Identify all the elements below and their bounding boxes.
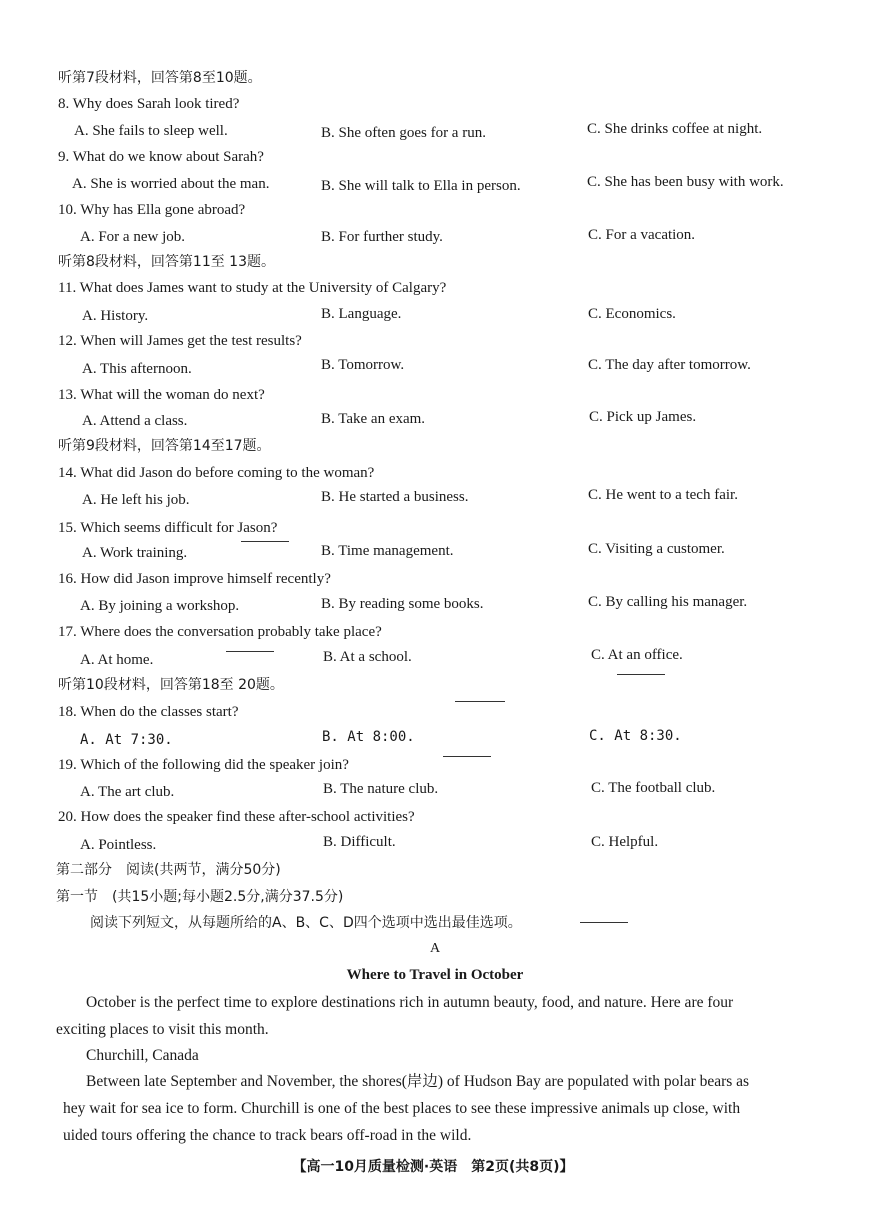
question-20-option-b: B. Difficult. — [323, 834, 396, 850]
section-heading-7: 听第7段材料，回答第8至10题。 — [58, 70, 262, 86]
question-8-option-c: C. She drinks coffee at night. — [587, 121, 763, 137]
question-9-option-a: A. She is worried about the man. — [72, 176, 270, 192]
answer-blank-line — [241, 541, 289, 542]
passage-paragraph-2-line-3: uided tours offering the chance to track bears off-road in the wild. — [63, 1127, 472, 1144]
question-13-stem: 13. What will the woman do next? — [58, 387, 265, 403]
question-13-option-b: B. Take an exam. — [321, 411, 426, 427]
section-heading-10: 听第10段材料，回答第18至 20题。 — [58, 677, 284, 693]
question-14-option-c: C. He went to a tech fair. — [588, 487, 738, 503]
question-16-option-c: C. By calling his manager. — [588, 594, 748, 610]
question-19-option-c: C. The football club. — [591, 780, 716, 796]
question-10-option-a: A. For a new job. — [80, 229, 185, 245]
question-17-option-c: C. At an office. — [591, 647, 683, 663]
answer-blank-line — [226, 651, 274, 652]
question-12-stem: 12. When will James get the test results? — [58, 333, 302, 349]
question-15-stem: 15. Which seems difficult for Jason? — [58, 520, 278, 536]
question-11-option-a: A. History. — [82, 308, 149, 324]
section-heading-9: 听第9段材料，回答第14至17题。 — [58, 438, 271, 454]
question-8-stem: 8. Why does Sarah look tired? — [58, 96, 240, 112]
question-16-option-b: B. By reading some books. — [321, 596, 484, 612]
passage-title: Where to Travel in October — [346, 967, 524, 983]
answer-blank-line — [455, 701, 505, 702]
passage-paragraph-2-line-2: hey wait for sea ice to form. Churchill is one of the best places to see these impressive animals up close, with — [63, 1100, 741, 1117]
question-10-option-b: B. For further study. — [321, 229, 443, 245]
question-18-option-a: A. At 7:30. — [80, 732, 173, 748]
question-10-stem: 10. Why has Ella gone abroad? — [58, 202, 246, 218]
question-9-option-b: B. She will talk to Ella in person. — [321, 178, 521, 194]
passage-paragraph-1-line-1: October is the perfect time to explore destinations rich in autumn beauty, food, and nature. Here are four — [86, 994, 734, 1011]
question-12-option-a: A. This afternoon. — [82, 361, 192, 377]
question-12-option-b: B. Tomorrow. — [321, 357, 405, 373]
passage-subheading: Churchill, Canada — [86, 1047, 199, 1064]
part-two-heading: 第二部分 阅读(共两节，满分50分) — [56, 862, 281, 878]
page-footer: 【高一10月质量检测·英语 第2页(共8页)】 — [292, 1159, 574, 1175]
question-14-option-b: B. He started a business. — [321, 489, 469, 505]
question-11-option-b: B. Language. — [321, 306, 402, 322]
question-13-option-a: A. Attend a class. — [82, 413, 188, 429]
question-8-option-a: A. She fails to sleep well. — [74, 123, 228, 139]
question-20-option-a: A. Pointless. — [80, 837, 157, 853]
question-18-option-b: B. At 8:00. — [322, 729, 415, 745]
question-9-option-c: C. She has been busy with work. — [587, 174, 784, 190]
question-17-stem: 17. Where does the conversation probably take place? — [58, 624, 382, 640]
question-9-stem: 9. What do we know about Sarah? — [58, 149, 264, 165]
answer-blank-line — [443, 756, 491, 757]
question-8-option-b: B. She often goes for a run. — [321, 125, 486, 141]
question-19-stem: 19. Which of the following did the speaker join? — [58, 757, 349, 773]
question-18-option-c: C. At 8:30. — [589, 728, 682, 744]
answer-blank-line — [580, 922, 628, 923]
question-19-option-b: B. The nature club. — [323, 781, 439, 797]
question-11-stem: 11. What does James want to study at the University of Calgary? — [58, 280, 447, 296]
question-14-stem: 14. What did Jason do before coming to the woman? — [58, 465, 375, 481]
question-20-option-c: C. Helpful. — [591, 834, 659, 850]
passage-paragraph-2-line-1: Between late September and November, the shores(岸边) of Hudson Bay are populated with polar bears as — [86, 1073, 750, 1090]
answer-blank-line — [617, 674, 665, 675]
section-one-heading: 第一节 (共15小题;每小题2.5分,满分37.5分) — [56, 889, 344, 905]
question-20-stem: 20. How does the speaker find these after-school activities? — [58, 809, 415, 825]
question-12-option-c: C. The day after tomorrow. — [588, 357, 751, 373]
question-16-option-a: A. By joining a workshop. — [80, 598, 240, 614]
passage-paragraph-1-line-2: exciting places to visit this month. — [56, 1021, 269, 1038]
question-14-option-a: A. He left his job. — [82, 492, 190, 508]
question-15-option-b: B. Time management. — [321, 543, 454, 559]
question-11-option-c: C. Economics. — [588, 306, 676, 322]
question-16-stem: 16. How did Jason improve himself recently? — [58, 571, 331, 587]
question-17-option-a: A. At home. — [80, 652, 154, 668]
question-15-option-c: C. Visiting a customer. — [588, 541, 725, 557]
passage-label: A — [429, 941, 441, 956]
question-13-option-c: C. Pick up James. — [589, 409, 697, 425]
question-19-option-a: A. The art club. — [80, 784, 175, 800]
question-18-stem: 18. When do the classes start? — [58, 704, 239, 720]
reading-instructions: 阅读下列短文，从每题所给的A、B、C、D四个选项中选出最佳选项。 — [90, 915, 522, 931]
question-10-option-c: C. For a vacation. — [588, 227, 696, 243]
question-17-option-b: B. At a school. — [323, 649, 412, 665]
question-15-option-a: A. Work training. — [82, 545, 188, 561]
section-heading-8: 听第8段材料，回答第11至 13题。 — [58, 254, 275, 270]
